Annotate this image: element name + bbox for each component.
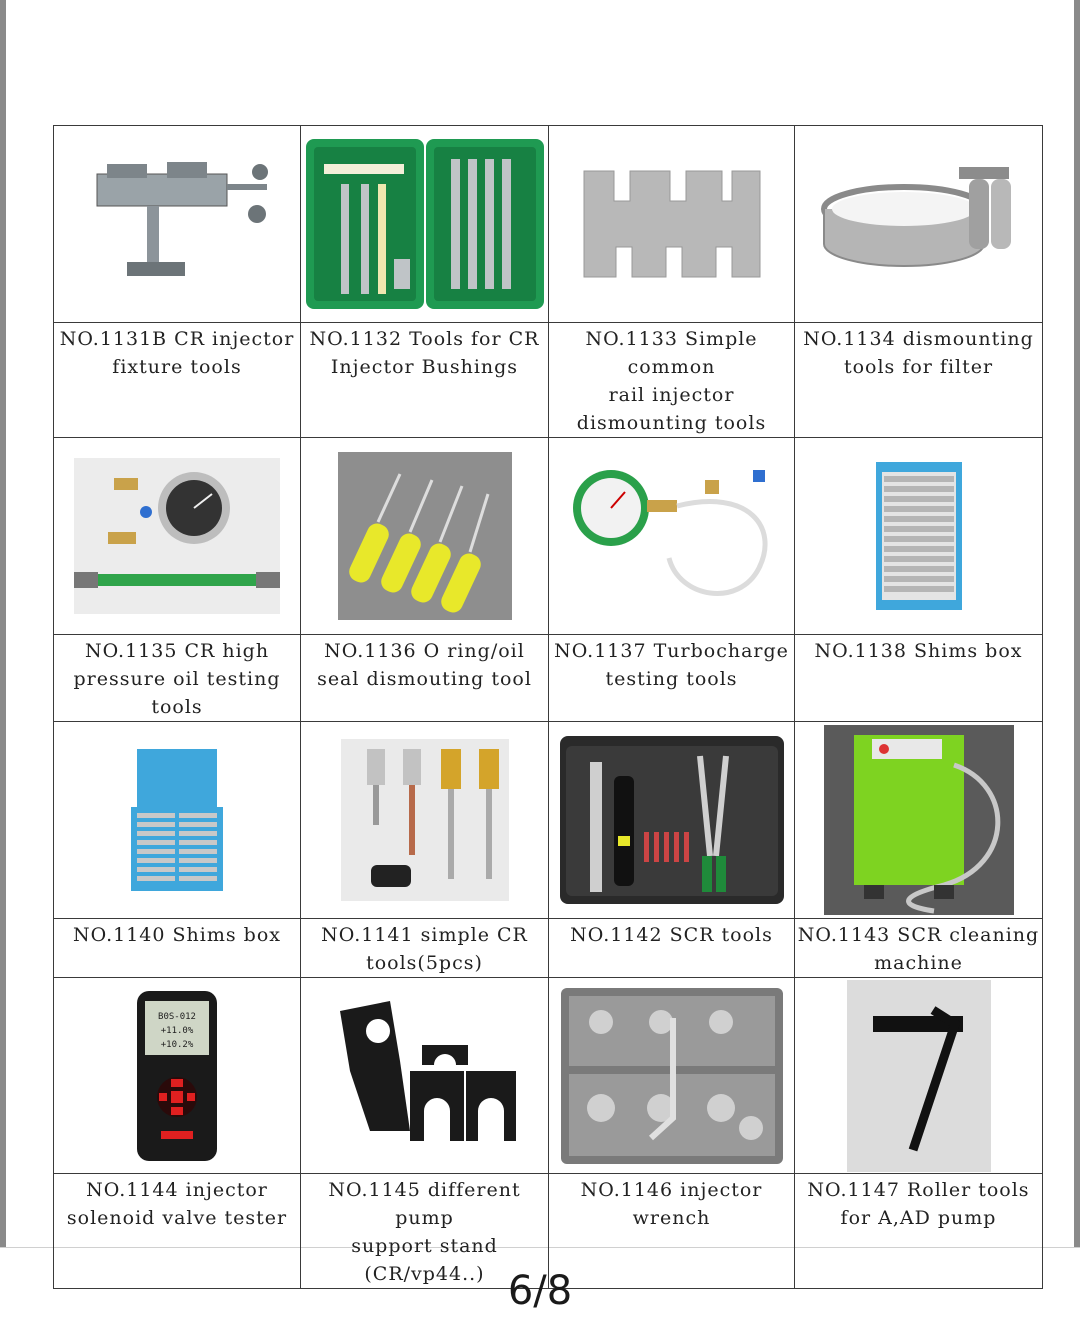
product-caption: NO.1134 dismounting tools for filter xyxy=(803,328,1034,378)
scr-tool-case-photo xyxy=(560,736,784,904)
handheld-tester-photo xyxy=(137,991,217,1161)
image-row-1 xyxy=(54,126,1043,323)
product-caption: NO.1143 SCR cleaning machine xyxy=(797,924,1040,974)
product-catalog-table xyxy=(53,125,1043,1289)
turbo-gauge-photo xyxy=(569,468,775,604)
product-caption: NO.1146 injector wrench xyxy=(580,1179,763,1229)
right-border xyxy=(1074,0,1080,1248)
product-cell xyxy=(301,126,549,323)
product-caption: NO.1131B CR injector fixture tools xyxy=(59,328,295,378)
pressure-gauge-photo xyxy=(74,458,280,614)
caption-row-2 xyxy=(54,635,1043,722)
wrench-case-photo xyxy=(561,988,783,1164)
steel-plate-photo xyxy=(582,169,762,279)
product-caption: NO.1144 injector solenoid valve tester xyxy=(66,1179,288,1229)
pump-support-brackets-photo xyxy=(330,1001,520,1151)
yellow-picks-photo xyxy=(338,452,512,620)
filter-strap-wrench-photo xyxy=(819,159,1019,289)
product-cell xyxy=(54,126,301,323)
shims-box-open-photo xyxy=(131,749,223,891)
tester-display-line1: B0S-012 xyxy=(158,1011,196,1022)
product-caption: NO.1145 different pump support stand (CR/vp44..) xyxy=(328,1179,521,1285)
product-caption: NO.1136 O ring/oil seal dismouting tool xyxy=(317,640,532,690)
cr-tool-set-photo xyxy=(341,739,509,901)
shims-box-photo xyxy=(876,462,962,610)
product-caption: NO.1142 SCR tools xyxy=(570,924,773,946)
image-row-4 xyxy=(54,978,1043,1174)
product-caption: NO.1137 Turbocharge testing tools xyxy=(554,640,789,690)
image-row-3 xyxy=(54,722,1043,919)
product-caption: NO.1140 Shims box xyxy=(73,924,281,946)
page-number: 6/8 xyxy=(507,1268,573,1314)
caption-row-3 xyxy=(54,919,1043,978)
product-caption: NO.1133 Simple common rail injector dismounting tools xyxy=(576,328,767,434)
green-tool-case-photo xyxy=(306,139,544,309)
image-row-2 xyxy=(54,438,1043,635)
caption-row-1 xyxy=(54,323,1043,438)
product-cell xyxy=(549,126,795,323)
scr-cleaning-machine-photo xyxy=(824,725,1014,915)
tester-display-line3: +10.2% xyxy=(160,1039,194,1050)
injector-fixture-photo xyxy=(77,154,277,294)
tester-display-line2: +11.0% xyxy=(160,1025,194,1036)
product-caption: NO.1135 CR high pressure oil testing tools xyxy=(73,640,281,718)
roller-tool-photo xyxy=(847,980,991,1172)
left-border xyxy=(0,0,6,1248)
product-caption: NO.1132 Tools for CR Injector Bushings xyxy=(309,328,540,378)
product-caption: NO.1147 Roller tools for A,AD pump xyxy=(807,1179,1030,1229)
product-caption: NO.1138 Shims box xyxy=(814,640,1023,662)
product-cell xyxy=(795,126,1043,323)
product-caption: NO.1141 simple CR tools(5pcs) xyxy=(321,924,528,974)
